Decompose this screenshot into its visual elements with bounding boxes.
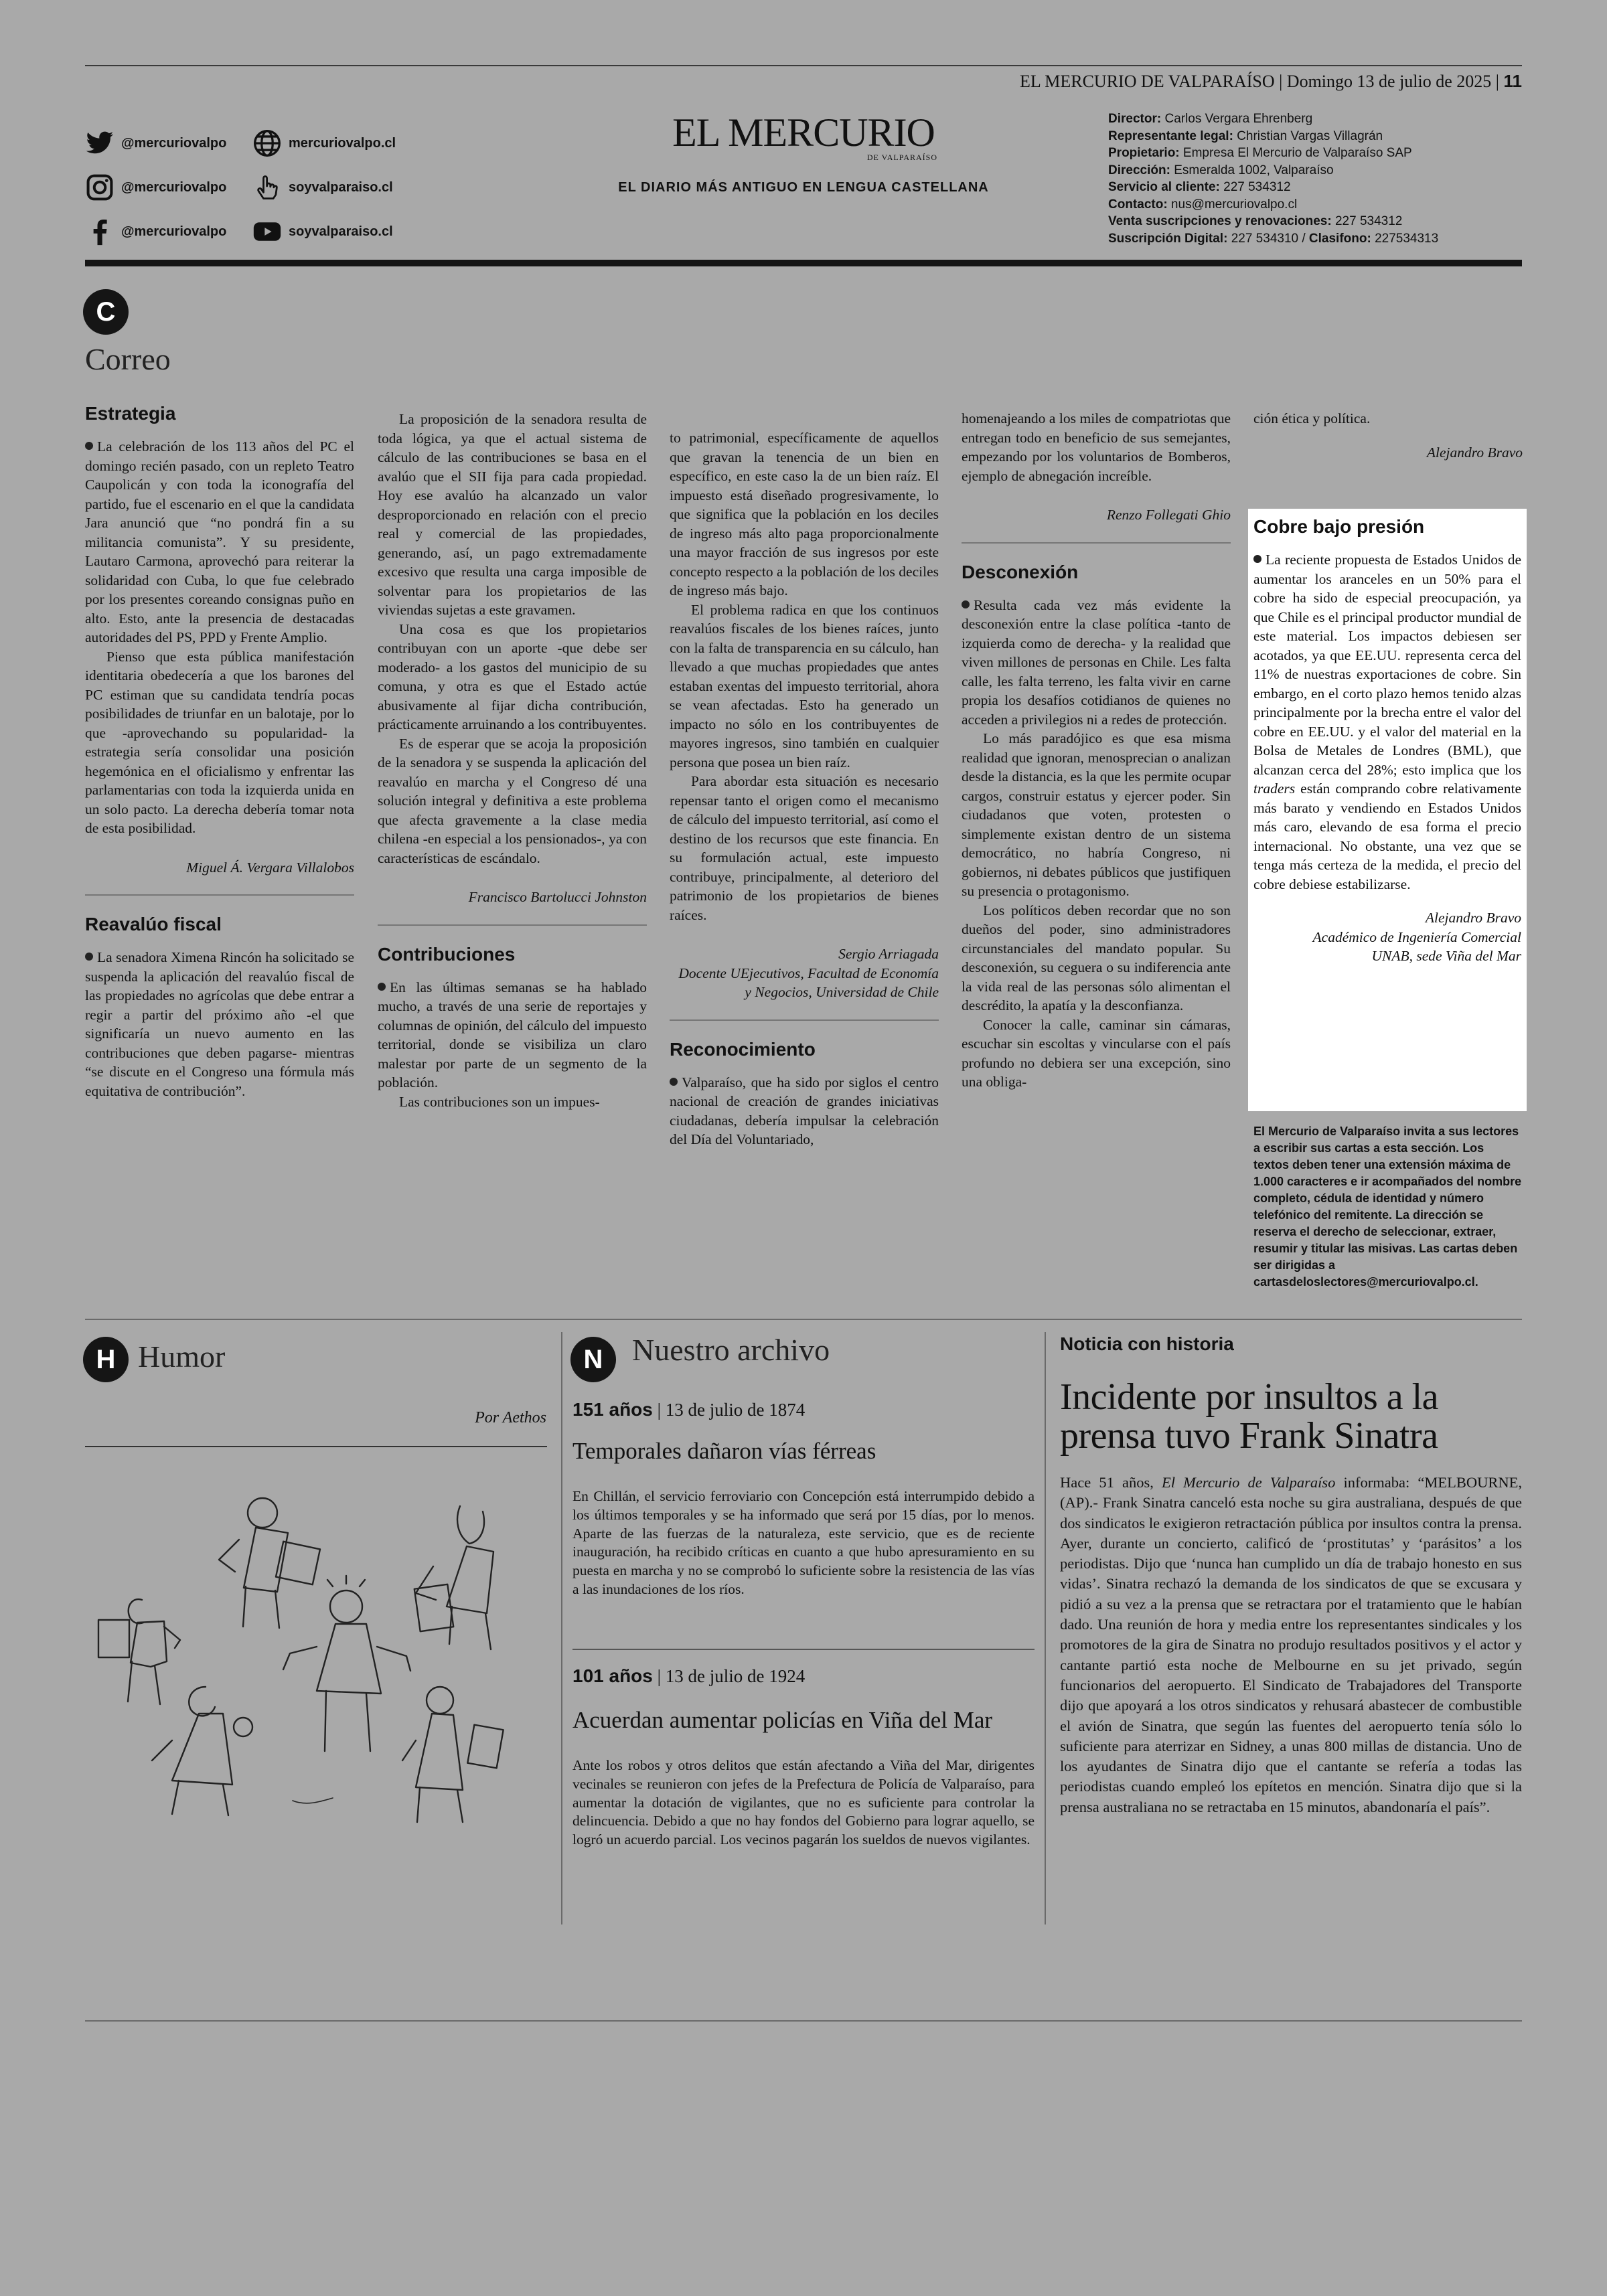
staff-line: Venta suscripciones y renovaciones: 227 534312 [1108,214,1403,228]
social-row-1 [85,127,396,159]
letter-paragraph: La senadora Ximena Rincón ha solicitado se suspenda la aplicación del reavalúo fiscal de las propiedades no agrícolas que debe entrar a regir a partir del próximo año -el que significaría un nuevo aumento en las contribuciones que deben pagarse- mientras “se discute en el Congreso una fórmula más equitativa de contribución”. [85,949,354,1099]
letters-column-3 [670,428,939,1149]
youtube-icon [252,217,282,246]
social-label: mercuriovalpo.cl [289,135,396,151]
letter-paragraph: Pienso que esta pública manifestación identitaria obedecería a que los barones del PC estiman que su candidata tendría pocas posibilidades de triunfar en un balotaje, por lo que -aprovechando su popularidad- la estrategia sería consolidar una posición hegemónica en el oficialismo y enfrentar las parlamentarias con toda la izquierda unida en un solo pacto. La derecha debería tomar nota de esta posibilidad. [85,648,354,836]
bullet-dot [85,442,93,450]
cartoon-figure [219,1498,320,1628]
column-divider [1045,1332,1046,1924]
social-label: soyvalparaiso.cl [289,224,393,239]
pointer-hand-icon [252,173,282,202]
top-rule [85,65,1522,66]
letter-paragraph: Las contribuciones son un impues- [399,1093,600,1110]
archivo-years: 101 años [572,1665,653,1686]
staff-box [1108,110,1537,247]
archivo-title: Nuestro archivo [632,1333,830,1367]
letter-paragraph: to patrimonial, específicamente de aquellos que gravan la tenencia de un bien en específico, en este caso la de un bien raíz. El impuesto está diseñado progresivamente, lo que significa que la población en los deciles de ingreso más alto paga proporcionalmente una mayor fracción de sus ingresos por este concepto respecto a la población de los deciles de ingreso más bajo. [670,430,939,598]
staff-line: Director: Carlos Vergara Ehrenberg [1108,112,1313,126]
archivo-date: | 13 de julio de 1924 [652,1666,806,1686]
letter-paragraph: Resulta cada vez más evidente la desconexión entre la clase política -tanto de izquierda como de derecha- y la realidad que viven millones de personas en Chile. Les falta calle, les falta terreno, les falta vivir en carne propia los desafíos cotidianos de quienes no acceden a privilegios ni a redes de protección. [962,596,1231,728]
letter-separator [962,542,1231,544]
cartoon-figure [152,1687,252,1815]
letter-paragraph: Una cosa es que los propietarios contribuyan con un aporte -que debe ser moderado- a los gastos del municipio de su comuna, y otra es que el Estado actúe abusivamente al fijar dicha contribución, prácticamente arruinando a los contribuyentes. [378,621,647,732]
header-thick-rule [85,260,1522,266]
masthead-name: EL MERCURIO [672,110,935,155]
masthead-sub: DE VALPARAÍSO [866,153,937,162]
humor-title: Humor [138,1339,226,1374]
letter-paragraph: Conocer la calle, caminar sin cámaras, escuchar sin escoltas y vincularse con el país profundo no debiera ser una excepción, sino una obliga- [962,1016,1231,1090]
noticia-text: Hace 51 años, El Mercurio de Valparaíso informaba: “MELBOURNE, (AP).- Frank Sinatra canceló esta noche su gira australiana, después de que dos sindicatos le exigieron retractación pública por insultos contra la prensa. Ayer, durante un concierto, calificó de ‘prostitutas’ y ‘parásitos’ a los periodistas. Dijo que ‘nunca han cumplido un día de trabajo honesto en sus vidas’. Sinatra rechazó la demanda de los sindicatos de que se excusara y pidió a su vez a la prensa que se retractara por el tratamiento que le habían dado. Una reunión de hora y media entre los representantes sindicales y los promotores de la gira de Sinatra no produjo resultados positivos y el actor y cantante partió esta noche de Melbourne en su jet privado, según funcionarios del aeropuerto. El Sindicato de Trabajadores del Transporte dijo que apoyará a los otros sindicatos y rehusará abastecer de combustible el avión de Sinatra, que según las fuentes del aeropuerto tenía sólo lo suficiente para aterrizar en Sidney, a unas 800 millas de distancia. Uno de los ayudantes de Sinatra dijo que el cantante se refería a todas las periodistas cuando empleó los epítetos en mención. Sinatra dijo que si la prensa australiana no se retractaba en 15 minutos, abandonaría el país”. [1060,1474,1522,1815]
letter-signature: Alejandro Bravo [1426,444,1523,461]
bullet-dot [378,983,386,991]
correo-badge: C [83,289,129,335]
cartoon-figure [98,1599,180,1704]
archivo-date: | 13 de julio de 1874 [652,1400,806,1420]
archivo-date-line [572,1665,1035,1687]
folio-text: EL MERCURIO DE VALPARAÍSO | Domingo 13 de julio de 2025 | [1019,72,1499,91]
archivo-text: Ante los robos y otros delitos que están afectando a Viña del Mar, dirigentes vecinales se reunieron con jefes de la Prefectura de Policía de Valparaíso, para aumentar la dotación de vigilantes, que no es suficiente para controlar la delincuencia. Debido a que no hay fondos del Gobierno para lograr aquello, se logró un acuerdo parcial. Los vecinos pagarán los sueldos de nuevos vigilantes. [572,1757,1035,1848]
archivo-headline: Temporales dañaron vías férreas [572,1438,876,1464]
instagram-icon [85,173,114,202]
page-number: 11 [1503,71,1522,91]
staff-line: Suscripción Digital: 227 534310 / Clasifono: 227534313 [1108,231,1439,246]
bottom-top-rule [85,1319,1522,1320]
globe-icon [252,129,282,158]
letter-paragraph: En las últimas semanas se ha hablado mucho, a través de una serie de reportajes y columnas de opinión, del cálculo del impuesto territorial, donde se visibiliza un claro malestar por parte de un segmento de la población. [378,979,647,1090]
bullet-dot [1253,555,1261,563]
letter-separator [85,894,354,896]
humor-badge: H [83,1337,129,1382]
social-facebook[interactable] [85,217,252,246]
bottom-rule [85,2020,1522,2022]
social-label: @mercuriovalpo [121,135,227,151]
archivo-years: 151 años [572,1399,653,1420]
column-divider [561,1332,562,1924]
masthead [576,112,1031,195]
letter-heading: Cobre bajo presión [1253,516,1425,537]
letter-heading: Contribuciones [378,943,516,965]
letter-separator [378,924,647,926]
bullet-dot [85,953,93,961]
facebook-icon [85,217,114,246]
social-twitter[interactable] [85,129,252,158]
staff-line: Dirección: Esmeralda 1002, Valparaíso [1108,163,1334,177]
social-instagram[interactable] [85,173,252,202]
twitter-icon [85,129,114,158]
humor-rule [85,1446,547,1447]
letter-paragraph: Lo más paradójico es que esa misma realidad que ignoran, menosprecian o analizan desde la distancia, es la que les permite ocupar cargos, construir estatus y ejercer poder. Sin ciudadanos que voten, protesten o simplemente existan dentro de un sistema democrático, no habría Congreso, ni gobiernos, ni debates públicos que justifiquen su presencia o protagonismo. [962,730,1231,899]
social-label: @mercuriovalpo [121,179,227,195]
letter-paragraph: La reciente propuesta de Estados Unidos de aumentar los aranceles en un 50% para el cobre ha sido de especial preocupación, ya que Chile es el principal productor mundial de este material. Los impactos debiesen ser acotados, ya que EE.UU. representa cerca del 11% de nuestras exportaciones de cobre. Sin embargo, en el corto plazo hemos tenido alzas principalmente por la brecha entre el valor del cobre en EE.UU. y el valor del material en la Bolsa de Metales de Londres (BML), que alcanzan cerca del 28%; esto implica que los traders están comprando cobre relativamente más barato y vendiendo en Estados Unidos más caro, elevando de esa forma el precio internacional. No obstante, una vez que se tenga más certeza de la medida, el precio del cobre debiese estabilizarse. [1253,552,1521,892]
social-row-3 [85,216,393,248]
archivo-headline: Acuerdan aumentar policías en Viña del Mar [572,1707,993,1733]
letter-heading: Desconexión [962,561,1079,582]
social-youtube[interactable] [252,217,393,246]
letters-column-5 [1253,409,1523,462]
archivo-item [572,1665,1035,1850]
letter-paragraph: Valparaíso, que ha sido por siglos el centro nacional de creación de grandes iniciativas ciudadanas, debería impulsar la celebración del Día del Voluntariado, [670,1074,939,1147]
archivo-separator [572,1649,1035,1650]
staff-line: Servicio al cliente: 227 534312 [1108,180,1291,194]
cartoon-figure [283,1576,410,1751]
social-label: @mercuriovalpo [121,224,227,239]
archivo-badge: N [570,1337,616,1382]
letters-column-1 [85,402,354,1100]
letter-signature: Renzo Follegati Ghio [1106,507,1231,523]
letters-column-2 [378,410,647,1111]
letter-paragraph: La celebración de los 113 años del PC el domingo recién pasado, con un repleto Teatro Caupolicán y con toda la iconografía del partido, fue el escenario en el que la candidata Jara anunció que “no pondrá fin a su militancia comunista”. Y su presidente, Lautaro Carmona, aprovechó para reiterar la solidaridad con Cuba, lo que fue celebrado por los presentes coreando consignas puño en alto. Esto, ante la presencia de destacadas autoridades del PS, PPD y Frente Amplio. [85,438,354,645]
masthead-slogan: EL DIARIO MÁS ANTIGUO EN LENGUA CASTELLANA [618,180,989,195]
staff-line: Propietario: Empresa El Mercurio de Valparaíso SAP [1108,146,1412,160]
featured-letter-box [1248,509,1527,1111]
letter-heading: Reconocimiento [670,1038,816,1060]
humor-credit: Por Aethos [475,1409,546,1426]
archivo-item [572,1399,1035,1599]
letter-paragraph: ción ética y política. [1253,410,1371,426]
social-label: soyvalparaiso.cl [289,179,393,195]
letter-signature: Francisco Bartolucci Johnston [468,889,647,905]
letter-paragraph: La proposición de la senadora resulta de toda lógica, ya que el actual sistema de cálculo de las contribuciones se basa en el avalúo que el SII fija para cada propiedad. Hoy ese avalúo ha alcanzado un valor desproporcionado en relación con el precio real y comercial de las propiedades, generando, así, un pago extremadamente excesivo que resulta una carga imposible de solventar para los propietarios de las viviendas sujetas a este gravamen. [378,411,647,618]
letter-paragraph: Es de esperar que se acoja la proposición de la senadora y se suspenda la aplicación del reavalúo en marcha y el Congreso dé una solución integral y definitiva a este problema que afecta gravemente a la clase media chilena -en especial a los pensionados-, ya con características de escándalo. [378,735,647,866]
letter-signature: Sergio Arriagada Docente UEjecutivos, Facultad de Economía y Negocios, Universidad de Chile [678,946,939,1000]
cartoon-illustration [85,1486,547,1834]
cartoon-figure [414,1506,493,1649]
letter-paragraph: Los políticos deben recordar que no son dueños del poder, sino administradores circunstanciales del mandato popular. Su desconexión, su ceguera o su indiferencia ante la vida real de las personas sólo alimentan el descrédito, la apatía y la desconfianza. [962,902,1231,1013]
archivo-date-line [572,1399,1035,1420]
bullet-dot [670,1078,678,1086]
letters-column-4 [962,409,1231,1092]
social-web[interactable] [252,129,396,158]
bullet-dot [962,600,970,608]
correo-title: Correo [85,342,171,376]
letter-signature: Alejandro Bravo Académico de Ingeniería Comercial UNAB, sede Viña del Mar [1312,910,1521,964]
noticia-headline: Incidente por insultos a la prensa tuvo Frank Sinatra [1060,1376,1439,1457]
letter-paragraph: El problema radica en que los continuos reavalúos fiscales de los bienes raíces, junto con la falta de transparencia en su cálculo, han llevado a que muchas propiedades que antes estaban exentas del impuesto territorial, ahora se vean afectadas. Esto ha generado un impacto no sólo en los contribuyentes de mayores ingresos, sino también en cualquier persona que posea un bien raíz. [670,601,939,770]
letter-separator [670,1019,939,1021]
social-soyvalparaiso[interactable] [252,173,393,202]
social-row-2 [85,171,393,203]
letters-policy-note: El Mercurio de Valparaíso invita a sus lectores a escribir sus cartas a esta sección. Los textos deben tener una extensión máxima de 1.000 caracteres e ir acompañados del nombre completo, cédula de identidad y número telefónico del remitente. La dirección se reserva el derecho de seleccionar, extraer, resumir y titular las misivas. Las cartas deben ser dirigidas a cartasdeloslectores@mercuriovalpo.cl. [1253,1125,1522,1289]
letter-signature: Miguel Á. Vergara Villalobos [186,859,354,876]
letter-paragraph: Para abordar esta situación es necesario repensar tanto el origen como el mecanismo de cálculo del impuesto territorial, así como el destino de los recursos que este financia. En su formulación actual, este impuesto contribuye, principalmente, al deterioro del patrimonio de los propietarios de bienes raíces. [670,773,939,923]
noticia-label: Noticia con historia [1060,1333,1234,1354]
archivo-text: En Chillán, el servicio ferroviario con Concepción está interrumpido debido a los últimos temporales y se ha informado que será por 15 días, por lo menos. Aparte de las fuerzas de la naturaleza, este servicio, que es de reciente inauguración, ha recibido críticas en cuanto a que hubo apresuramiento en su puesta en marcha y no se comprobó lo suficiente sobre la resistencia de las vías a las inundaciones de los ríos. [572,1488,1035,1597]
letter-paragraph: homenajeando a los miles de compatriotas que entregan todo en beneficio de sus semejantes, empezando por los voluntarios de Bomberos, ejemplo de abnegación increíble. [962,410,1231,484]
featured-letter [1253,515,1521,966]
letter-heading: Reavalúo fiscal [85,914,222,934]
folio [1020,71,1522,92]
letter-heading: Estrategia [85,403,176,424]
staff-line: Representante legal: Christian Vargas Villagrán [1108,129,1383,143]
cartoon-figure [402,1687,504,1822]
staff-line: Contacto: nus@mercuriovalpo.cl [1108,197,1298,212]
